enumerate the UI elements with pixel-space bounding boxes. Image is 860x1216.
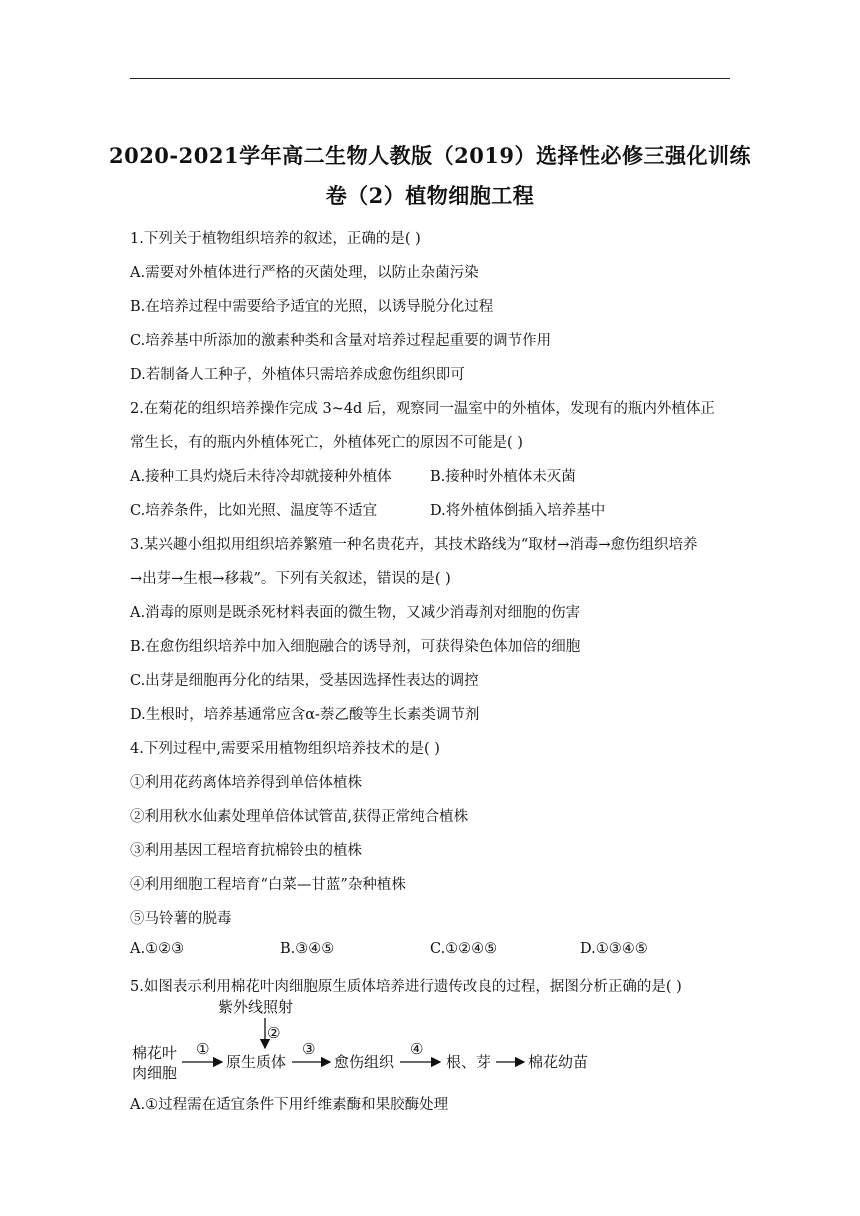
q2-option-a: A.接种工具灼烧后未待冷却就接种外植体 [130, 469, 392, 485]
callus-label: 愈伤组织 [334, 1053, 395, 1071]
root-bud-label: 根、芽 [446, 1053, 492, 1071]
q3-option-b: B.在愈伤组织培养中加入细胞融合的诱导剂，可获得染色体加倍的细胞 [130, 639, 581, 655]
q3-option-c: C.出芽是细胞再分化的结果，受基因选择性表达的调控 [130, 673, 479, 689]
q1-option-a: A.需要对外植体进行严格的灭菌处理，以防止杂菌污染 [130, 265, 479, 281]
q4-option-a: A.①②③ [130, 941, 185, 957]
q4-item-4: ④利用细胞工程培育“白菜—甘蓝”杂种植株 [130, 877, 406, 893]
q4-item-3: ③利用基因工程培育抗棉铃虫的植株 [130, 843, 362, 859]
step-3-label: ③ [302, 1040, 316, 1058]
uv-label: 紫外线照射 [218, 998, 294, 1016]
step-4-label: ④ [410, 1040, 424, 1058]
step-1-label: ① [196, 1040, 210, 1058]
q1-option-c: C.培养基中所添加的激素种类和含量对培养过程起重要的调节作用 [130, 333, 552, 349]
q5-option-a: A.①过程需在适宜条件下用纤维素酶和果胶酶处理 [130, 1097, 449, 1113]
q1-option-d: D.若制备人工种子，外植体只需培养成愈伤组织即可 [130, 367, 465, 383]
header-rule [130, 78, 730, 79]
cell-label-line-2: 肉细胞 [132, 1064, 178, 1082]
cell-label-line-1: 棉花叶 [132, 1044, 178, 1062]
q5-stem: 5.如图表示利用棉花叶肉细胞原生质体培养进行遗传改良的过程，据图分析正确的是( ) [130, 979, 682, 995]
seedling-label: 棉花幼苗 [528, 1053, 589, 1071]
q4-stem: 4.下列过程中,需要采用植物组织培养技术的是( ) [130, 741, 440, 757]
q4-option-d: D.①③④⑤ [580, 941, 648, 957]
q4-option-b: B.③④⑤ [280, 941, 335, 957]
q3-option-d: D.生根时，培养基通常应含α-萘乙酸等生长素类调节剂 [130, 707, 480, 723]
step-2-label: ② [267, 1024, 281, 1042]
q3-option-a: A.消毒的原则是既杀死材料表面的微生物，又减少消毒剂对细胞的伤害 [130, 605, 581, 621]
q3-stem-line-2: →出芽→生根→移栽”。下列有关叙述，错误的是( ) [130, 571, 451, 587]
q2-option-b: B.接种时外植体未灭菌 [430, 469, 576, 485]
title-line-1: 2020-2021学年高二生物人教版（2019）选择性必修三强化训练 [108, 143, 752, 168]
q1-option-b: B.在培养过程中需要给予适宜的光照，以诱导脱分化过程 [130, 299, 494, 315]
q4-item-2: ②利用秋水仙素处理单倍体试管苗,获得正常纯合植株 [130, 809, 469, 825]
q4-item-1: ①利用花药离体培养得到单倍体植株 [130, 775, 362, 791]
q2-stem-line-2: 常生长，有的瓶内外植体死亡，外植体死亡的原因不可能是( ) [130, 435, 523, 451]
q4-option-c: C.①②④⑤ [430, 941, 498, 957]
q2-option-d: D.将外植体倒插入培养基中 [430, 503, 606, 519]
q3-stem-line-1: 3.某兴趣小组拟用组织培养繁殖一种名贵花卉，其技术路线为“取材→消毒→愈伤组织培养 [130, 537, 698, 553]
q4-item-5: ⑤马铃薯的脱毒 [130, 911, 232, 927]
q1-stem: 1.下列关于植物组织培养的叙述，正确的是( ) [130, 231, 421, 247]
protoplast-label: 原生质体 [226, 1053, 287, 1071]
q2-option-c: C.培养条件，比如光照、温度等不适宜 [130, 503, 378, 519]
title-line-2: 卷（2）植物细胞工程 [325, 183, 535, 208]
q2-stem-line-1: 2.在菊花的组织培养操作完成 3~4d 后，观察同一温室中的外植体，发现有的瓶内外植体正 [130, 401, 715, 417]
process-diagram [130, 996, 600, 1084]
